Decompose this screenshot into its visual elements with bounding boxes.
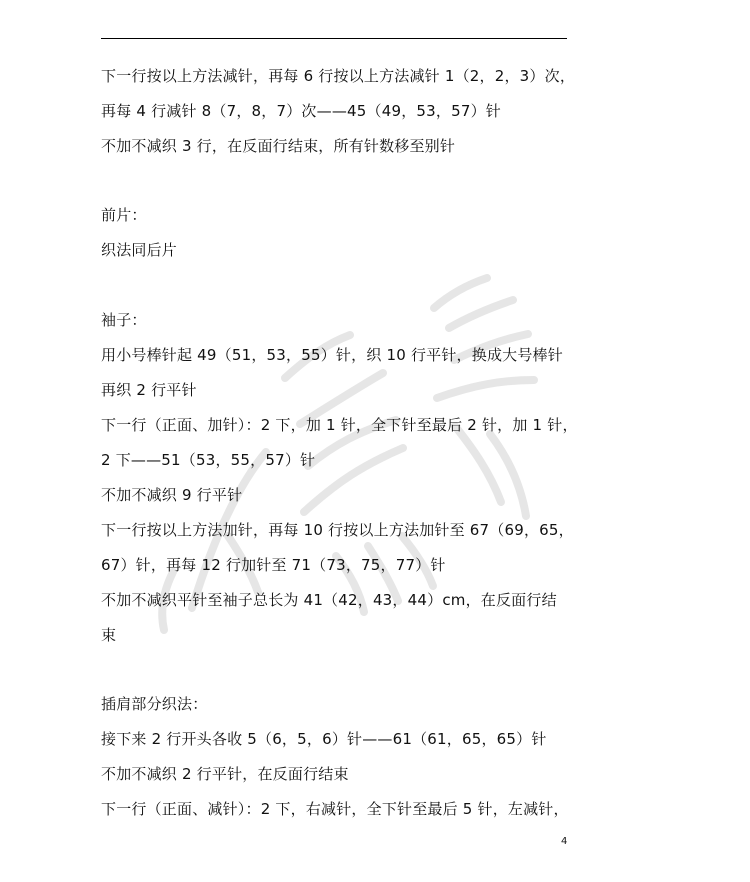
text-line: 下一行（正面、减针）：2 下，右减针，全下针至最后 5 针，左减针，: [101, 800, 569, 818]
header-rule: [101, 38, 567, 39]
page-number: 4: [561, 836, 568, 847]
text-line: 接下来 2 行开头各收 5（6，5，6）针——61（61，65，65）针: [101, 730, 547, 748]
text-line: 用小号棒针起 49（51，53，55）针，织 10 行平针，换成大号棒针: [101, 346, 563, 364]
text-line: 再每 4 行减针 8（7，8，7）次——45（49，53，57）针: [101, 102, 501, 120]
text-line: 织法同后片: [101, 241, 178, 259]
text-line: 67）针，再每 12 行加针至 71（73，75，77）针: [101, 556, 446, 574]
text-line: 再织 2 行平针: [101, 381, 197, 399]
text-line: 不加不减织 2 行平针，在反面行结束: [101, 765, 349, 783]
text-line: 束: [101, 626, 117, 644]
text-line: 下一行按以上方法加针，再每 10 行按以上方法加针至 67（69，65，: [101, 521, 574, 539]
text-line: 不加不减织平针至袖子总长为 41（42，43，44）cm，在反面行结: [101, 591, 557, 609]
front-piece-heading: 前片：: [101, 206, 147, 224]
sleeve-heading: 袖子：: [101, 311, 147, 329]
text-line: 下一行按以上方法减针，再每 6 行按以上方法减针 1（2，2，3）次，: [101, 67, 576, 85]
text-line: 不加不减织 9 行平针: [101, 486, 243, 504]
text-line: 不加不减织 3 行，在反面行结束，所有针数移至别针: [101, 137, 456, 155]
raglan-heading: 插肩部分织法：: [101, 695, 208, 713]
text-line: 下一行（正面、加针）：2 下，加 1 针，全下针至最后 2 针，加 1 针，: [101, 416, 578, 434]
text-line: 2 下——51（53，55，57）针: [101, 451, 316, 469]
